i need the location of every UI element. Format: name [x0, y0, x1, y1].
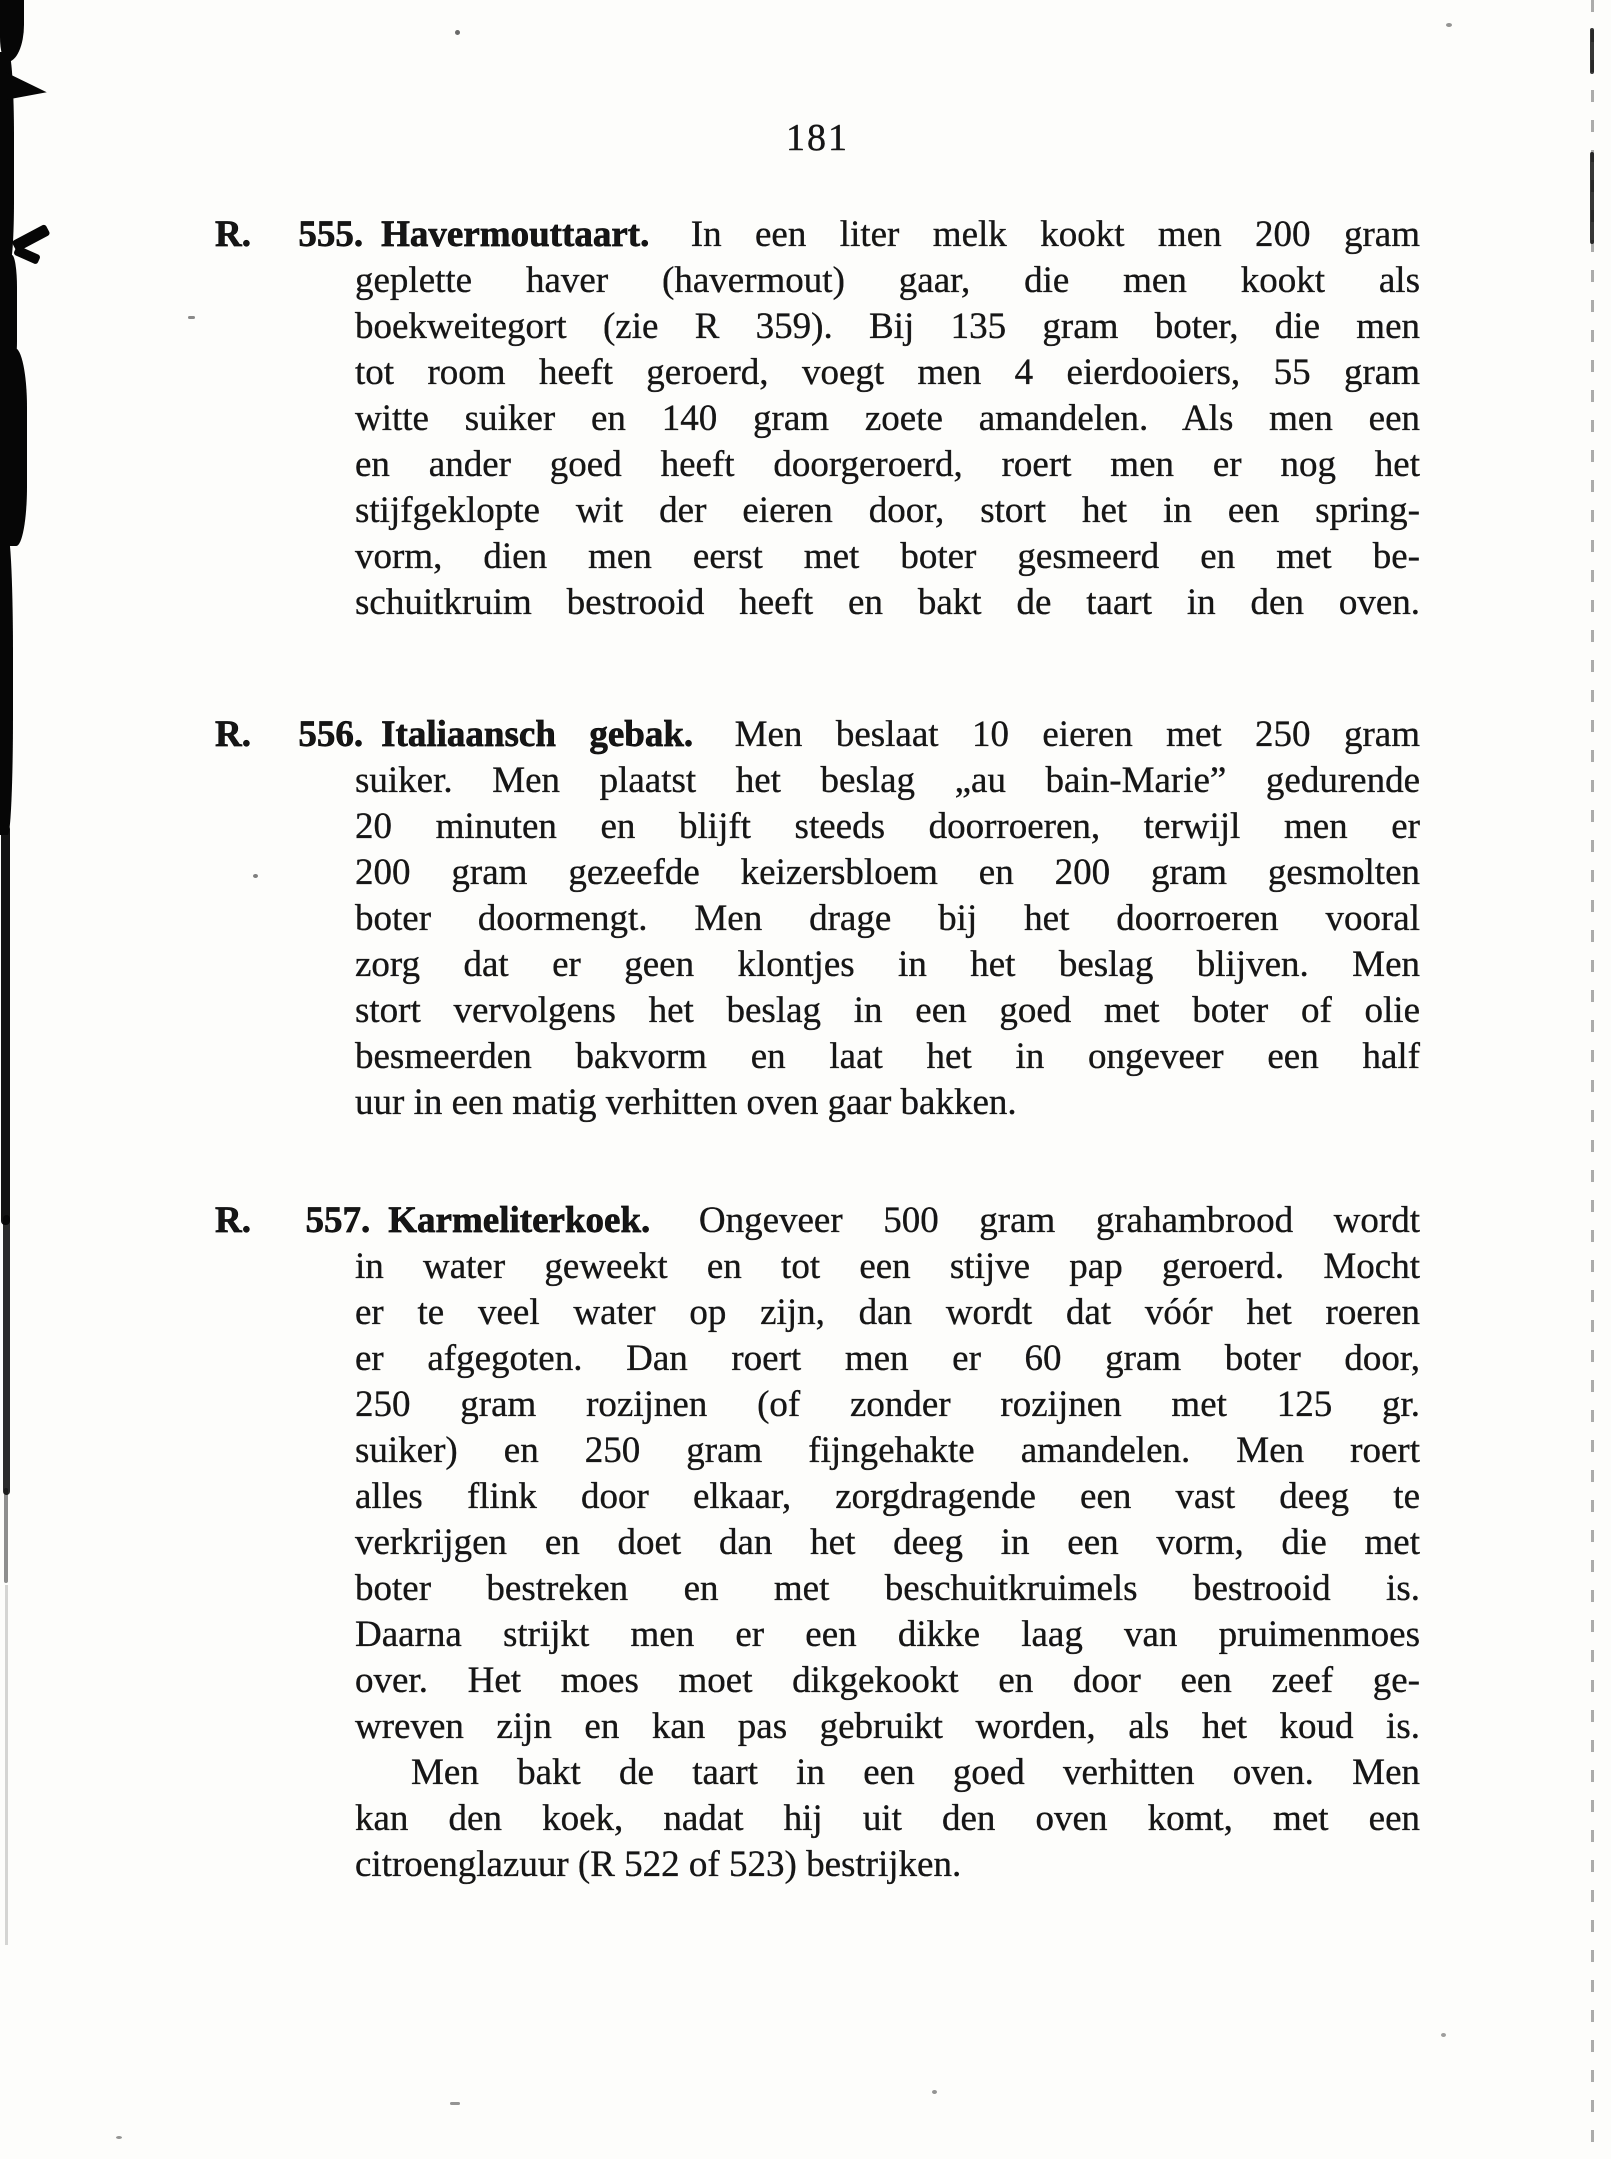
recipe-text-line: Daarna strijkt men er een dikke laag van pruimenmoes	[355, 1614, 1420, 1655]
recipe-text-line: suiker. Men plaatst het beslag „au bain-Marie” gedurende	[355, 760, 1420, 801]
recipe-text-line: geplette haver (havermout) gaar, die men kookt als	[355, 260, 1420, 301]
page-number: 181	[786, 117, 849, 159]
recipe-text: Ongeveer 500 gram grahambrood wordt	[698, 1200, 1420, 1241]
ink-speck	[116, 2136, 122, 2139]
recipe-text-line: vorm, dien men eerst met boter gesmeerd en met be-	[355, 536, 1420, 577]
ink-hook-mark	[13, 245, 41, 265]
recipe-title: Karmeliterkoek.	[388, 1200, 651, 1241]
recipe-text-line: boter doormengt. Men drage bij het doorroeren vooral	[355, 898, 1420, 939]
recipe-text-line: verkrijgen en doet dan het deeg in een vorm, die met	[355, 1522, 1420, 1563]
recipe-title: Italiaansch gebak.	[381, 714, 694, 755]
recipe-text-line: besmeerden bakvorm en laat het in ongeveer een half	[355, 1036, 1420, 1077]
recipe-number: R. 557.	[215, 1200, 371, 1241]
binding-streak	[1, 825, 10, 1225]
recipe-entry-557	[215, 1198, 1420, 1888]
recipe-text-line: 20 minuten en blijft steeds doorroeren, terwijl men er	[355, 806, 1420, 847]
recipe-entry-556	[215, 712, 1420, 1126]
page-edge-line	[1591, 0, 1594, 2159]
recipe-entry-555	[215, 212, 1420, 626]
recipe-text-line: uur in een matig verhitten oven gaar bakken.	[355, 1082, 1017, 1123]
recipe-text: In een liter melk kookt men 200 gram	[690, 214, 1420, 255]
recipe-text-line: tot room heeft geroerd, voegt men 4 eierdooiers, 55 gram	[355, 352, 1420, 393]
binding-blotch	[0, 348, 27, 546]
arrow-artifact-icon	[2, 72, 49, 105]
ink-speck	[450, 2102, 460, 2105]
recipe-text-line: in water geweekt en tot een stijve pap geroerd. Mocht	[355, 1246, 1420, 1287]
page-content	[215, 212, 1420, 1888]
recipe-text-line: zorg dat er geen klontjes in het beslag blijven. Men	[355, 944, 1420, 985]
recipe-text-line: 250 gram rozijnen (of zonder rozijnen met 125 gr.	[355, 1384, 1420, 1425]
recipe-text-line: citroenglazuur (R 522 of 523) bestrijken.	[355, 1844, 962, 1885]
recipe-heading-line	[215, 1198, 1420, 1244]
recipe-text-line: boter bestreken en met beschuitkruimels bestrooid is.	[355, 1568, 1420, 1609]
recipe-text-line: er afgegoten. Dan roert men er 60 gram boter door,	[355, 1338, 1420, 1379]
recipe-text-line: suiker) en 250 gram fijngehakte amandelen. Men roert	[355, 1430, 1420, 1471]
ink-speck	[1446, 23, 1452, 27]
recipe-text-line: er te veel water op zijn, dan wordt dat vóór het roeren	[355, 1292, 1420, 1333]
recipe-text-line: boekweitegort (zie R 359). Bij 135 gram boter, die men	[355, 306, 1420, 347]
binding-streak	[5, 1585, 8, 1945]
recipe-number: R. 556.	[215, 714, 364, 755]
recipe-text: Men beslaat 10 eieren met 250 gram	[734, 714, 1420, 755]
recipe-number: R. 555.	[215, 214, 364, 255]
recipe-text-line: kan den koek, nadat hij uit den oven komt, met een	[355, 1798, 1420, 1839]
recipe-heading-line	[215, 712, 1420, 758]
binding-smudge	[0, 535, 13, 835]
binding-smudge	[0, 255, 17, 363]
recipe-text-line: 200 gram gezeefde keizersbloem en 200 gram gesmolten	[355, 852, 1420, 893]
binding-streak	[4, 1488, 8, 1583]
page-edge-line-segment	[1590, 28, 1594, 74]
recipe-heading-line	[215, 212, 1420, 258]
binding-streak	[3, 1215, 10, 1495]
recipe-text-line: Men bakt de taart in een goed verhitten oven. Men	[411, 1752, 1420, 1793]
ink-speck	[1441, 2033, 1446, 2037]
recipe-title: Havermouttaart.	[381, 214, 650, 255]
recipe-text-line: witte suiker en 140 gram zoete amandelen. Als men een	[355, 398, 1420, 439]
ink-speck	[188, 316, 195, 319]
recipe-text-line: wreven zijn en kan pas gebruikt worden, als het koud is.	[355, 1706, 1420, 1747]
recipe-text-line: en ander goed heeft doorgeroerd, roert men er nog het	[355, 444, 1420, 485]
page-edge-line-segment	[1590, 152, 1594, 244]
ink-speck	[932, 2090, 937, 2094]
recipe-text-line: stort vervolgens het beslag in een goed met boter of olie	[355, 990, 1420, 1031]
ink-speck	[455, 30, 460, 35]
recipe-text-line: over. Het moes moet dikgekookt en door een zeef ge-	[355, 1660, 1420, 1701]
recipe-text-line: stijfgeklopte wit der eieren door, stort het in een spring-	[355, 490, 1420, 531]
recipe-text-line: alles flink door elkaar, zorgdragende een vast deeg te	[355, 1476, 1420, 1517]
recipe-text-line: schuitkruim bestrooid heeft en bakt de taart in den oven.	[355, 582, 1420, 623]
